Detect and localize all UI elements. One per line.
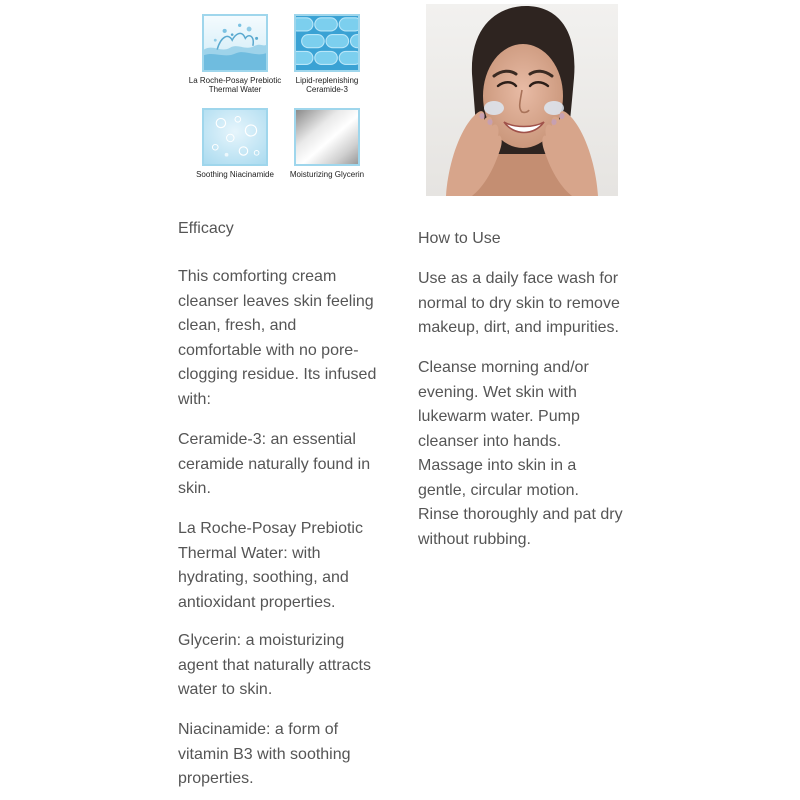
ingredient-caption: Lipid-replenishing Ceramide-3 xyxy=(295,76,359,94)
ingredient-caption: Soothing Niacinamide xyxy=(196,170,274,179)
ingredient-thermal-water: La Roche-Posay Prebiotic Thermal Water: with hydrating, soothing, and antioxidant properties. xyxy=(178,520,363,611)
efficacy-intro: This comforting cream cleanser leaves skin feeling clean, fresh, and comfortable with no pore- clogging residue. Its infused with: xyxy=(178,268,377,408)
efficacy-heading: Efficacy xyxy=(178,220,234,237)
bubbles-icon xyxy=(202,108,268,166)
ingredient-niacinamide: Niacinamide: a form of vitamin B3 with soothing properties. xyxy=(178,721,351,787)
glycerin-sheen-icon xyxy=(294,108,360,166)
ingredient-caption: La Roche-Posay Prebiotic Thermal Water xyxy=(188,76,282,94)
ingredient-caption: Moisturizing Glycerin xyxy=(289,170,365,179)
how-to-use-intro: Use as a daily face wash for normal to dry skin to remove makeup, dirt, and impurities. xyxy=(418,270,620,336)
water-splash-icon xyxy=(202,14,268,72)
model-face-wash-photo xyxy=(426,4,618,196)
how-to-use-heading: How to Use xyxy=(418,230,501,247)
ceramide-cells-icon xyxy=(294,14,360,72)
how-to-use-steps: Cleanse morning and/or evening. Wet skin with lukewarm water. Pump cleanser into hands. Massage into skin in a gentle, circular motion. Rinse thoroughly and pat dry without rubbing. xyxy=(418,359,623,548)
ingredient-ceramide: Ceramide-3: an essential ceramide naturally found in skin. xyxy=(178,431,371,497)
ingredient-glycerin: Glycerin: a moisturizing agent that naturally attracts water to skin. xyxy=(178,632,371,698)
